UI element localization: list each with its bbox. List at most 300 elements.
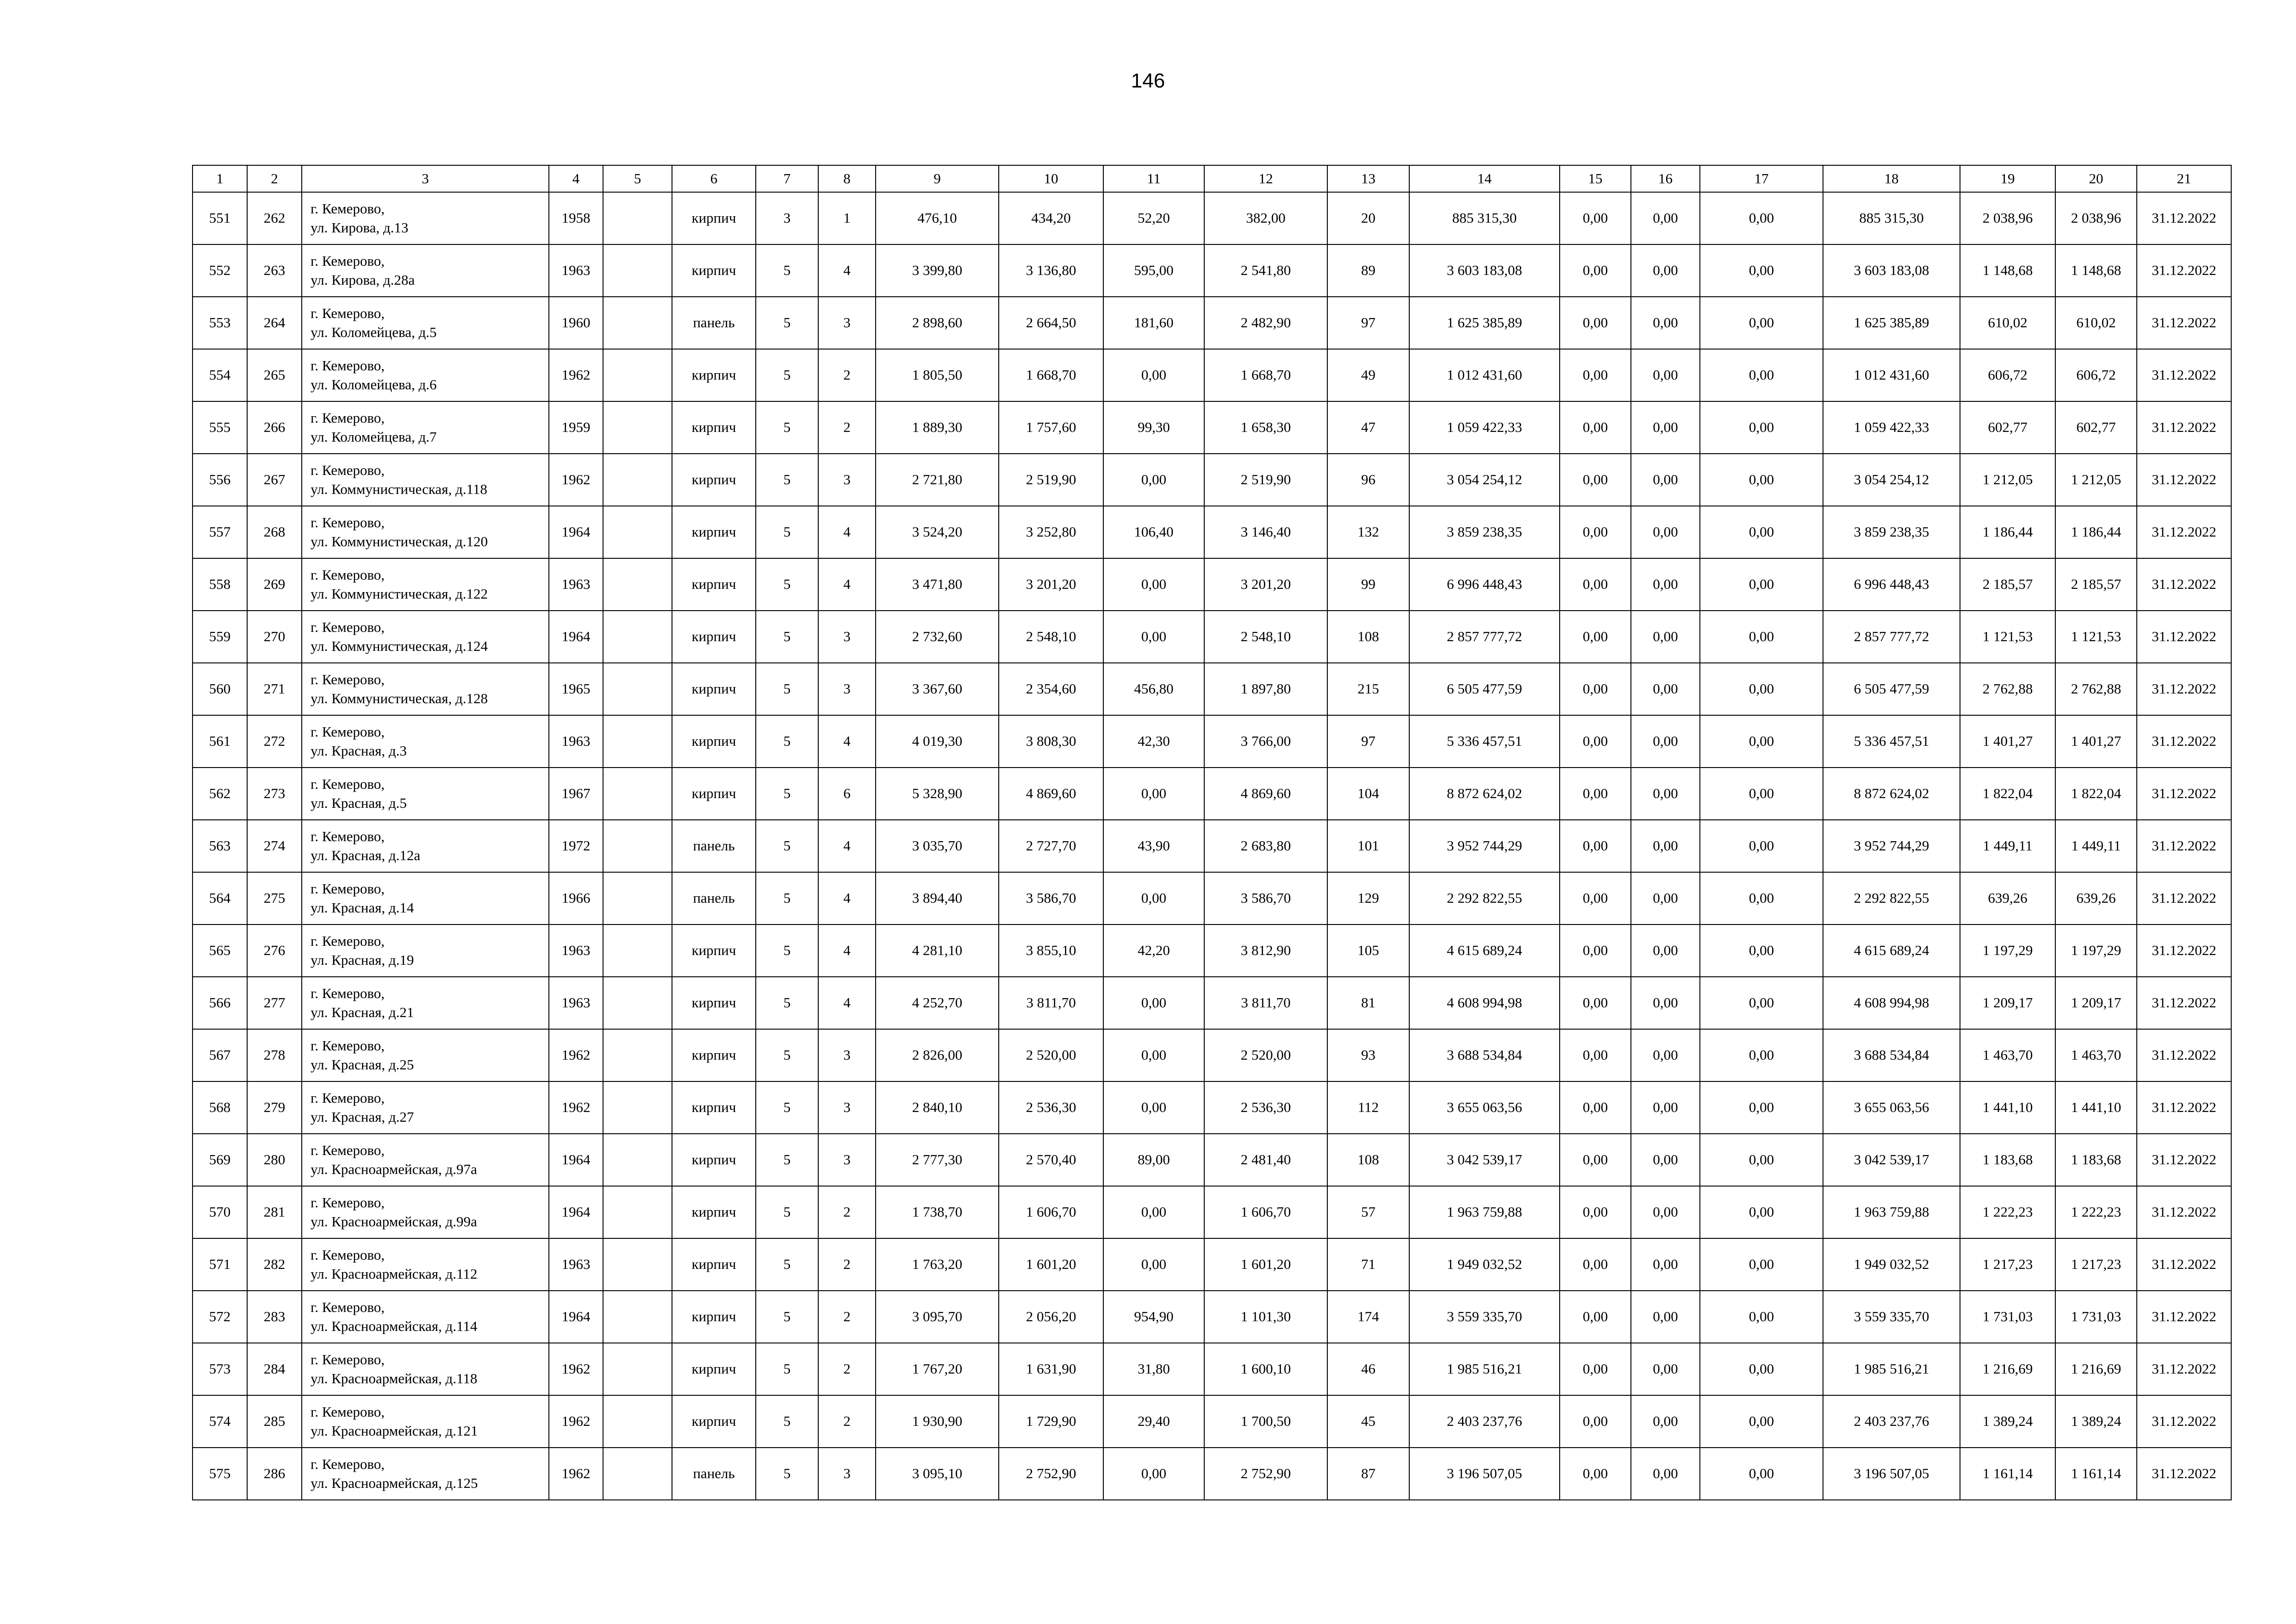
cell-col-16: 0,00 bbox=[1631, 558, 1700, 611]
cell-col-6: кирпич bbox=[672, 611, 756, 663]
cell-col-14: 2 292 822,55 bbox=[1409, 872, 1560, 924]
cell-col-10: 1 729,90 bbox=[999, 1395, 1103, 1448]
cell-col-4: 1967 bbox=[549, 768, 603, 820]
table-row bbox=[193, 715, 2231, 768]
address-street: ул. Красноармейская, д.118 bbox=[311, 1370, 478, 1387]
cell-col-2: 277 bbox=[247, 977, 302, 1029]
cell-col-10: 2 056,20 bbox=[999, 1291, 1103, 1343]
cell-col-10: 3 811,70 bbox=[999, 977, 1103, 1029]
cell-col-16: 0,00 bbox=[1631, 924, 1700, 977]
column-header-1: 1 bbox=[193, 165, 247, 192]
cell-col-20: 1 822,04 bbox=[2055, 768, 2137, 820]
cell-col-20: 610,02 bbox=[2055, 297, 2137, 349]
cell-col-6: панель bbox=[672, 297, 756, 349]
cell-col-19: 602,77 bbox=[1960, 401, 2055, 454]
cell-col-5 bbox=[603, 297, 672, 349]
column-header-14: 14 bbox=[1409, 165, 1560, 192]
cell-col-20: 1 389,24 bbox=[2055, 1395, 2137, 1448]
cell-address bbox=[302, 1029, 549, 1081]
cell-col-10: 3 252,80 bbox=[999, 506, 1103, 558]
cell-col-9: 1 805,50 bbox=[876, 349, 999, 401]
cell-col-10: 2 727,70 bbox=[999, 820, 1103, 872]
cell-col-21: 31.12.2022 bbox=[2137, 1238, 2231, 1291]
cell-col-20: 1 209,17 bbox=[2055, 977, 2137, 1029]
cell-col-17: 0,00 bbox=[1700, 192, 1823, 244]
address-city: г. Кемерово, bbox=[311, 253, 385, 269]
cell-col-8: 3 bbox=[818, 663, 876, 715]
cell-col-7: 5 bbox=[756, 715, 818, 768]
cell-col-21: 31.12.2022 bbox=[2137, 611, 2231, 663]
cell-col-4: 1964 bbox=[549, 611, 603, 663]
cell-col-16: 0,00 bbox=[1631, 454, 1700, 506]
cell-col-15: 0,00 bbox=[1560, 1291, 1631, 1343]
address-street: ул. Красноармейская, д.99а bbox=[311, 1213, 477, 1230]
cell-col-16: 0,00 bbox=[1631, 1448, 1700, 1500]
cell-col-20: 1 463,70 bbox=[2055, 1029, 2137, 1081]
cell-col-18: 3 054 254,12 bbox=[1823, 454, 1960, 506]
cell-col-19: 1 209,17 bbox=[1960, 977, 2055, 1029]
address-city: г. Кемерово, bbox=[311, 305, 385, 322]
cell-col-21: 31.12.2022 bbox=[2137, 1134, 2231, 1186]
cell-col-4: 1964 bbox=[549, 1291, 603, 1343]
cell-col-10: 434,20 bbox=[999, 192, 1103, 244]
column-header-20: 20 bbox=[2055, 165, 2137, 192]
cell-col-6: кирпич bbox=[672, 1395, 756, 1448]
cell-col-18: 3 859 238,35 bbox=[1823, 506, 1960, 558]
cell-col-18: 3 559 335,70 bbox=[1823, 1291, 1960, 1343]
cell-col-20: 1 197,29 bbox=[2055, 924, 2137, 977]
cell-col-6: кирпич bbox=[672, 349, 756, 401]
cell-col-5 bbox=[603, 872, 672, 924]
cell-col-16: 0,00 bbox=[1631, 872, 1700, 924]
cell-col-8: 6 bbox=[818, 768, 876, 820]
cell-col-4: 1960 bbox=[549, 297, 603, 349]
cell-col-13: 46 bbox=[1327, 1343, 1409, 1395]
cell-col-21: 31.12.2022 bbox=[2137, 820, 2231, 872]
column-header-18: 18 bbox=[1823, 165, 1960, 192]
address-street: ул. Коломейцева, д.7 bbox=[311, 428, 437, 445]
address-city: г. Кемерово, bbox=[311, 200, 385, 217]
cell-col-17: 0,00 bbox=[1700, 1186, 1823, 1238]
table-row bbox=[193, 1448, 2231, 1500]
cell-col-6: кирпич bbox=[672, 506, 756, 558]
cell-col-16: 0,00 bbox=[1631, 506, 1700, 558]
cell-col-5 bbox=[603, 1081, 672, 1134]
cell-col-9: 2 840,10 bbox=[876, 1081, 999, 1134]
cell-col-7: 5 bbox=[756, 454, 818, 506]
address-street: ул. Коломейцева, д.6 bbox=[311, 376, 437, 393]
cell-address bbox=[302, 244, 549, 297]
address-street: ул. Кирова, д.13 bbox=[311, 219, 409, 236]
cell-col-15: 0,00 bbox=[1560, 1448, 1631, 1500]
cell-col-2: 263 bbox=[247, 244, 302, 297]
address-city: г. Кемерово, bbox=[311, 933, 385, 949]
cell-col-1: 572 bbox=[193, 1291, 247, 1343]
cell-col-4: 1963 bbox=[549, 244, 603, 297]
table-row bbox=[193, 192, 2231, 244]
cell-col-15: 0,00 bbox=[1560, 244, 1631, 297]
cell-col-12: 2 548,10 bbox=[1204, 611, 1327, 663]
cell-col-18: 4 608 994,98 bbox=[1823, 977, 1960, 1029]
cell-col-12: 1 600,10 bbox=[1204, 1343, 1327, 1395]
cell-col-11: 0,00 bbox=[1103, 1081, 1204, 1134]
cell-col-19: 1 197,29 bbox=[1960, 924, 2055, 977]
cell-col-2: 265 bbox=[247, 349, 302, 401]
column-header-3: 3 bbox=[302, 165, 549, 192]
address-city: г. Кемерово, bbox=[311, 1351, 385, 1368]
cell-col-1: 563 bbox=[193, 820, 247, 872]
cell-col-21: 31.12.2022 bbox=[2137, 1448, 2231, 1500]
cell-col-6: кирпич bbox=[672, 1029, 756, 1081]
cell-col-4: 1972 bbox=[549, 820, 603, 872]
table-row bbox=[193, 1238, 2231, 1291]
cell-col-11: 0,00 bbox=[1103, 1238, 1204, 1291]
cell-col-9: 3 471,80 bbox=[876, 558, 999, 611]
cell-address bbox=[302, 977, 549, 1029]
cell-col-4: 1962 bbox=[549, 454, 603, 506]
cell-col-21: 31.12.2022 bbox=[2137, 558, 2231, 611]
cell-col-19: 1 731,03 bbox=[1960, 1291, 2055, 1343]
cell-col-13: 71 bbox=[1327, 1238, 1409, 1291]
cell-col-5 bbox=[603, 1029, 672, 1081]
address-city: г. Кемерово, bbox=[311, 671, 385, 688]
cell-col-5 bbox=[603, 820, 672, 872]
cell-col-2: 272 bbox=[247, 715, 302, 768]
cell-col-19: 610,02 bbox=[1960, 297, 2055, 349]
cell-col-11: 0,00 bbox=[1103, 1448, 1204, 1500]
cell-col-4: 1962 bbox=[549, 1029, 603, 1081]
cell-col-19: 1 222,23 bbox=[1960, 1186, 2055, 1238]
cell-col-10: 3 201,20 bbox=[999, 558, 1103, 611]
cell-col-17: 0,00 bbox=[1700, 1448, 1823, 1500]
table-row bbox=[193, 1395, 2231, 1448]
address-street: ул. Красноармейская, д.114 bbox=[311, 1318, 478, 1334]
cell-col-15: 0,00 bbox=[1560, 663, 1631, 715]
cell-col-16: 0,00 bbox=[1631, 663, 1700, 715]
cell-col-21: 31.12.2022 bbox=[2137, 715, 2231, 768]
cell-col-15: 0,00 bbox=[1560, 349, 1631, 401]
cell-col-20: 639,26 bbox=[2055, 872, 2137, 924]
cell-col-6: кирпич bbox=[672, 454, 756, 506]
cell-col-20: 1 401,27 bbox=[2055, 715, 2137, 768]
cell-col-13: 112 bbox=[1327, 1081, 1409, 1134]
cell-col-13: 97 bbox=[1327, 297, 1409, 349]
cell-col-14: 1 012 431,60 bbox=[1409, 349, 1560, 401]
cell-col-18: 3 952 744,29 bbox=[1823, 820, 1960, 872]
cell-col-1: 570 bbox=[193, 1186, 247, 1238]
cell-col-8: 4 bbox=[818, 506, 876, 558]
cell-col-8: 4 bbox=[818, 244, 876, 297]
cell-col-11: 0,00 bbox=[1103, 768, 1204, 820]
address-street: ул. Красная, д.5 bbox=[311, 794, 407, 811]
address-city: г. Кемерово, bbox=[311, 828, 385, 845]
address-street: ул. Коломейцева, д.5 bbox=[311, 324, 437, 340]
cell-col-13: 87 bbox=[1327, 1448, 1409, 1500]
address-city: г. Кемерово, bbox=[311, 567, 385, 583]
cell-col-10: 2 548,10 bbox=[999, 611, 1103, 663]
cell-col-5 bbox=[603, 1186, 672, 1238]
cell-col-12: 1 668,70 bbox=[1204, 349, 1327, 401]
cell-col-16: 0,00 bbox=[1631, 820, 1700, 872]
cell-col-14: 3 054 254,12 bbox=[1409, 454, 1560, 506]
address-city: г. Кемерово, bbox=[311, 357, 385, 374]
cell-col-14: 5 336 457,51 bbox=[1409, 715, 1560, 768]
cell-col-12: 2 541,80 bbox=[1204, 244, 1327, 297]
column-header-16: 16 bbox=[1631, 165, 1700, 192]
cell-col-12: 1 101,30 bbox=[1204, 1291, 1327, 1343]
cell-col-7: 5 bbox=[756, 1343, 818, 1395]
cell-col-7: 5 bbox=[756, 1081, 818, 1134]
cell-col-19: 1 217,23 bbox=[1960, 1238, 2055, 1291]
cell-col-7: 5 bbox=[756, 401, 818, 454]
cell-col-15: 0,00 bbox=[1560, 1395, 1631, 1448]
cell-col-18: 3 688 534,84 bbox=[1823, 1029, 1960, 1081]
cell-col-20: 2 762,88 bbox=[2055, 663, 2137, 715]
column-header-19: 19 bbox=[1960, 165, 2055, 192]
table-row bbox=[193, 768, 2231, 820]
cell-col-19: 1 186,44 bbox=[1960, 506, 2055, 558]
cell-col-5 bbox=[603, 558, 672, 611]
cell-col-1: 575 bbox=[193, 1448, 247, 1500]
cell-col-13: 89 bbox=[1327, 244, 1409, 297]
cell-col-17: 0,00 bbox=[1700, 1238, 1823, 1291]
cell-col-2: 279 bbox=[247, 1081, 302, 1134]
cell-col-18: 1 985 516,21 bbox=[1823, 1343, 1960, 1395]
address-street: ул. Коммунистическая, д.120 bbox=[311, 533, 488, 550]
cell-col-15: 0,00 bbox=[1560, 1238, 1631, 1291]
cell-col-14: 1 963 759,88 bbox=[1409, 1186, 1560, 1238]
cell-col-2: 269 bbox=[247, 558, 302, 611]
cell-col-9: 2 732,60 bbox=[876, 611, 999, 663]
cell-col-18: 3 196 507,05 bbox=[1823, 1448, 1960, 1500]
cell-col-11: 29,40 bbox=[1103, 1395, 1204, 1448]
cell-col-2: 268 bbox=[247, 506, 302, 558]
column-header-17: 17 bbox=[1700, 165, 1823, 192]
cell-col-8: 4 bbox=[818, 977, 876, 1029]
cell-col-21: 31.12.2022 bbox=[2137, 977, 2231, 1029]
cell-col-5 bbox=[603, 506, 672, 558]
cell-col-2: 278 bbox=[247, 1029, 302, 1081]
cell-col-13: 215 bbox=[1327, 663, 1409, 715]
cell-col-7: 5 bbox=[756, 349, 818, 401]
cell-col-5 bbox=[603, 768, 672, 820]
cell-col-15: 0,00 bbox=[1560, 506, 1631, 558]
cell-col-8: 3 bbox=[818, 1134, 876, 1186]
cell-col-17: 0,00 bbox=[1700, 872, 1823, 924]
cell-col-6: кирпич bbox=[672, 715, 756, 768]
cell-col-4: 1965 bbox=[549, 663, 603, 715]
cell-col-18: 5 336 457,51 bbox=[1823, 715, 1960, 768]
cell-address bbox=[302, 663, 549, 715]
cell-col-11: 181,60 bbox=[1103, 297, 1204, 349]
cell-col-9: 1 738,70 bbox=[876, 1186, 999, 1238]
cell-col-8: 2 bbox=[818, 1186, 876, 1238]
cell-col-16: 0,00 bbox=[1631, 1029, 1700, 1081]
cell-col-7: 5 bbox=[756, 977, 818, 1029]
cell-col-11: 0,00 bbox=[1103, 454, 1204, 506]
cell-col-12: 3 812,90 bbox=[1204, 924, 1327, 977]
cell-col-14: 1 059 422,33 bbox=[1409, 401, 1560, 454]
column-number-row bbox=[193, 165, 2231, 192]
cell-col-5 bbox=[603, 1448, 672, 1500]
cell-col-12: 3 201,20 bbox=[1204, 558, 1327, 611]
cell-col-18: 885 315,30 bbox=[1823, 192, 1960, 244]
address-street: ул. Красная, д.21 bbox=[311, 1004, 414, 1020]
column-header-15: 15 bbox=[1560, 165, 1631, 192]
cell-address bbox=[302, 1186, 549, 1238]
cell-col-21: 31.12.2022 bbox=[2137, 1186, 2231, 1238]
cell-col-9: 1 763,20 bbox=[876, 1238, 999, 1291]
cell-col-14: 3 042 539,17 bbox=[1409, 1134, 1560, 1186]
cell-col-4: 1964 bbox=[549, 1186, 603, 1238]
cell-col-9: 3 894,40 bbox=[876, 872, 999, 924]
cell-col-13: 174 bbox=[1327, 1291, 1409, 1343]
cell-col-7: 5 bbox=[756, 244, 818, 297]
cell-col-17: 0,00 bbox=[1700, 558, 1823, 611]
cell-col-7: 5 bbox=[756, 1134, 818, 1186]
cell-col-5 bbox=[603, 715, 672, 768]
cell-col-17: 0,00 bbox=[1700, 1029, 1823, 1081]
cell-col-12: 1 606,70 bbox=[1204, 1186, 1327, 1238]
cell-col-5 bbox=[603, 1134, 672, 1186]
cell-col-16: 0,00 bbox=[1631, 1291, 1700, 1343]
cell-col-16: 0,00 bbox=[1631, 1395, 1700, 1448]
cell-col-17: 0,00 bbox=[1700, 924, 1823, 977]
cell-col-14: 3 655 063,56 bbox=[1409, 1081, 1560, 1134]
cell-col-10: 1 668,70 bbox=[999, 349, 1103, 401]
cell-col-20: 602,77 bbox=[2055, 401, 2137, 454]
cell-col-17: 0,00 bbox=[1700, 297, 1823, 349]
cell-col-7: 5 bbox=[756, 924, 818, 977]
cell-col-4: 1963 bbox=[549, 558, 603, 611]
cell-col-17: 0,00 bbox=[1700, 1134, 1823, 1186]
cell-col-21: 31.12.2022 bbox=[2137, 454, 2231, 506]
cell-col-10: 1 601,20 bbox=[999, 1238, 1103, 1291]
cell-address bbox=[302, 558, 549, 611]
cell-col-10: 3 855,10 bbox=[999, 924, 1103, 977]
cell-col-6: кирпич bbox=[672, 1081, 756, 1134]
cell-col-15: 0,00 bbox=[1560, 1081, 1631, 1134]
cell-col-9: 3 399,80 bbox=[876, 244, 999, 297]
address-city: г. Кемерово, bbox=[311, 1247, 385, 1263]
cell-col-19: 2 038,96 bbox=[1960, 192, 2055, 244]
cell-col-16: 0,00 bbox=[1631, 1081, 1700, 1134]
cell-col-18: 2 857 777,72 bbox=[1823, 611, 1960, 663]
cell-col-8: 2 bbox=[818, 1238, 876, 1291]
cell-col-2: 275 bbox=[247, 872, 302, 924]
cell-col-15: 0,00 bbox=[1560, 1343, 1631, 1395]
cell-col-17: 0,00 bbox=[1700, 1395, 1823, 1448]
cell-col-19: 1 441,10 bbox=[1960, 1081, 2055, 1134]
cell-col-6: кирпич bbox=[672, 558, 756, 611]
cell-col-20: 1 441,10 bbox=[2055, 1081, 2137, 1134]
cell-col-5 bbox=[603, 349, 672, 401]
cell-col-1: 571 bbox=[193, 1238, 247, 1291]
cell-col-15: 0,00 bbox=[1560, 558, 1631, 611]
cell-col-5 bbox=[603, 1395, 672, 1448]
cell-col-19: 1 161,14 bbox=[1960, 1448, 2055, 1500]
address-city: г. Кемерово, bbox=[311, 881, 385, 897]
cell-col-20: 1 222,23 bbox=[2055, 1186, 2137, 1238]
cell-col-12: 1 601,20 bbox=[1204, 1238, 1327, 1291]
cell-col-4: 1963 bbox=[549, 924, 603, 977]
cell-col-8: 3 bbox=[818, 1029, 876, 1081]
cell-col-9: 2 777,30 bbox=[876, 1134, 999, 1186]
column-header-9: 9 bbox=[876, 165, 999, 192]
cell-col-10: 2 354,60 bbox=[999, 663, 1103, 715]
address-city: г. Кемерово, bbox=[311, 724, 385, 740]
cell-col-13: 45 bbox=[1327, 1395, 1409, 1448]
cell-col-8: 3 bbox=[818, 297, 876, 349]
cell-col-18: 1 949 032,52 bbox=[1823, 1238, 1960, 1291]
cell-col-17: 0,00 bbox=[1700, 1291, 1823, 1343]
cell-col-8: 2 bbox=[818, 1395, 876, 1448]
cell-col-10: 2 536,30 bbox=[999, 1081, 1103, 1134]
cell-col-5 bbox=[603, 924, 672, 977]
cell-address bbox=[302, 715, 549, 768]
table-body bbox=[193, 192, 2231, 1500]
cell-col-5 bbox=[603, 663, 672, 715]
cell-col-1: 565 bbox=[193, 924, 247, 977]
cell-col-19: 1 216,69 bbox=[1960, 1343, 2055, 1395]
cell-address bbox=[302, 297, 549, 349]
cell-col-13: 105 bbox=[1327, 924, 1409, 977]
cell-col-14: 1 625 385,89 bbox=[1409, 297, 1560, 349]
cell-col-13: 101 bbox=[1327, 820, 1409, 872]
cell-col-11: 0,00 bbox=[1103, 349, 1204, 401]
cell-col-21: 31.12.2022 bbox=[2137, 506, 2231, 558]
cell-col-1: 566 bbox=[193, 977, 247, 1029]
cell-col-1: 551 bbox=[193, 192, 247, 244]
address-street: ул. Красноармейская, д.112 bbox=[311, 1265, 478, 1282]
cell-col-8: 3 bbox=[818, 1448, 876, 1500]
table-row bbox=[193, 924, 2231, 977]
table-row bbox=[193, 872, 2231, 924]
cell-col-6: кирпич bbox=[672, 1134, 756, 1186]
cell-col-9: 1 767,20 bbox=[876, 1343, 999, 1395]
cell-col-8: 4 bbox=[818, 924, 876, 977]
cell-col-19: 1 183,68 bbox=[1960, 1134, 2055, 1186]
cell-col-5 bbox=[603, 401, 672, 454]
cell-col-15: 0,00 bbox=[1560, 872, 1631, 924]
cell-col-21: 31.12.2022 bbox=[2137, 768, 2231, 820]
cell-col-12: 2 519,90 bbox=[1204, 454, 1327, 506]
cell-col-21: 31.12.2022 bbox=[2137, 872, 2231, 924]
table-row bbox=[193, 977, 2231, 1029]
cell-col-6: кирпич bbox=[672, 1343, 756, 1395]
cell-col-18: 1 625 385,89 bbox=[1823, 297, 1960, 349]
cell-col-11: 456,80 bbox=[1103, 663, 1204, 715]
cell-col-12: 2 481,40 bbox=[1204, 1134, 1327, 1186]
cell-col-13: 96 bbox=[1327, 454, 1409, 506]
cell-col-14: 1 949 032,52 bbox=[1409, 1238, 1560, 1291]
cell-col-13: 47 bbox=[1327, 401, 1409, 454]
cell-col-18: 1 963 759,88 bbox=[1823, 1186, 1960, 1238]
cell-col-1: 555 bbox=[193, 401, 247, 454]
cell-col-2: 271 bbox=[247, 663, 302, 715]
cell-col-21: 31.12.2022 bbox=[2137, 1291, 2231, 1343]
cell-address bbox=[302, 1238, 549, 1291]
cell-col-10: 4 869,60 bbox=[999, 768, 1103, 820]
column-header-21: 21 bbox=[2137, 165, 2231, 192]
cell-col-17: 0,00 bbox=[1700, 663, 1823, 715]
cell-col-13: 49 bbox=[1327, 349, 1409, 401]
cell-col-9: 476,10 bbox=[876, 192, 999, 244]
cell-col-4: 1962 bbox=[549, 1448, 603, 1500]
cell-col-2: 286 bbox=[247, 1448, 302, 1500]
table-row bbox=[193, 663, 2231, 715]
cell-col-8: 2 bbox=[818, 1291, 876, 1343]
